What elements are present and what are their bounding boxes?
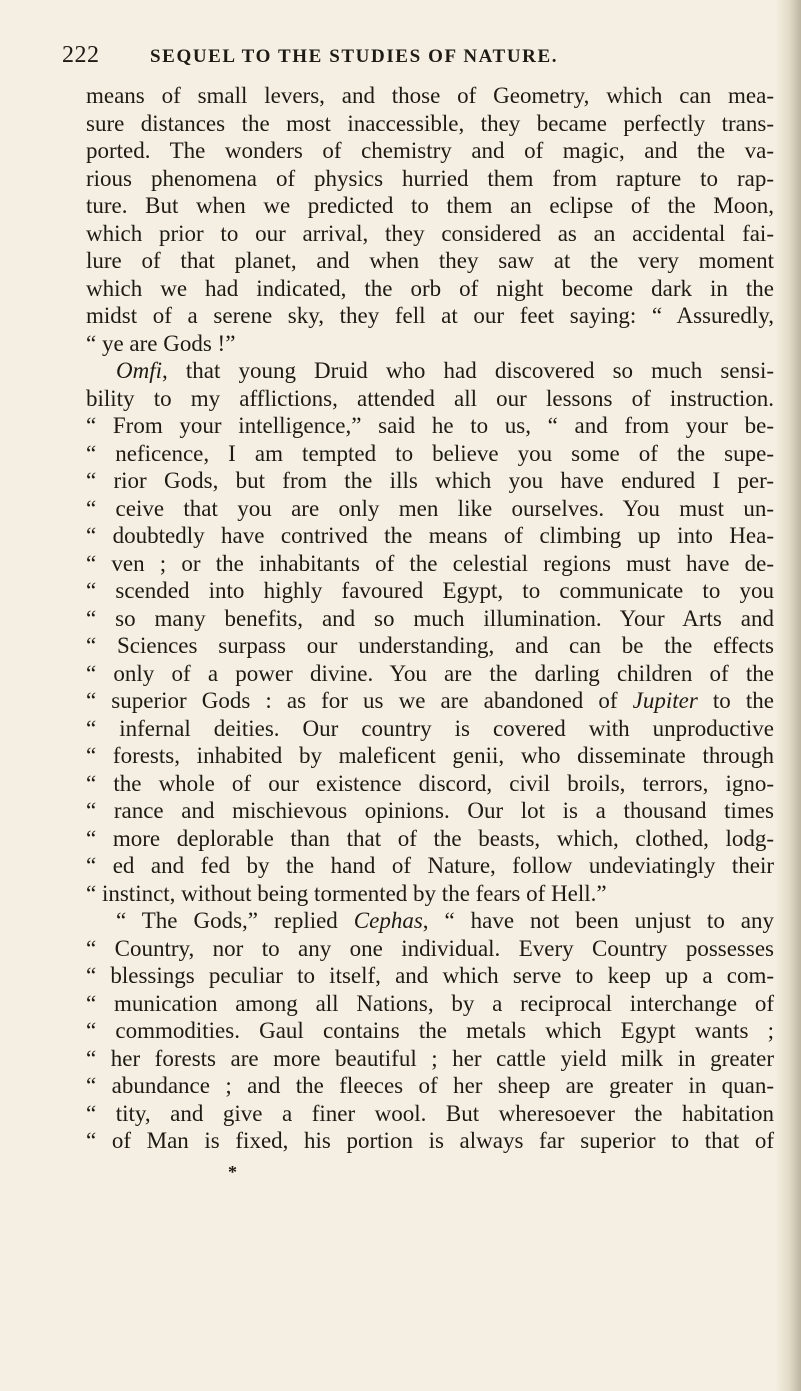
text-line: “ The Gods,” replied Cephas, “ have not been unjust to any: [116, 908, 774, 933]
text-line: “ instinct, without being tormented by the fears of Hell.”: [86, 880, 607, 906]
page-number: 222: [62, 42, 100, 68]
page-edge-shadow: [775, 0, 801, 1391]
text-line: “ ye are Gods !”: [86, 330, 236, 356]
text-line: “ rance and mischievous opinions. Our lot is a thousand times: [86, 798, 774, 823]
text-line: midst of a serene sky, they fell at our feet saying: “ Assuredly,: [86, 303, 774, 328]
text-line: “ of Man is fixed, his portion is always far superior to that of: [86, 1128, 774, 1153]
text-line: “ superior Gods : as for us we are abandoned of Jupiter to the: [86, 688, 774, 713]
text-line: sure distances the most inaccessible, they became perfectly trans-: [86, 110, 774, 136]
text-line: “ the whole of our existence discord, civil broils, terrors, igno-: [86, 770, 774, 796]
text-line: “ forests, inhabited by maleficent genii, who disseminate through: [86, 743, 774, 768]
text-line: “ commodities. Gaul contains the metals which Egypt wants ;: [86, 1018, 774, 1043]
running-head: SEQUEL TO THE STUDIES OF NATURE.: [150, 46, 559, 67]
text-line: “ ven ; or the inhabitants of the celestial regions must have de-: [86, 550, 774, 576]
text-line: “ ceive that you are only men like ourselves. You must un-: [86, 495, 774, 521]
text-line: “ infernal deities. Our country is covered with unproductive: [86, 715, 774, 741]
text-line: ture. But when we predicted to them an eclipse of the Moon,: [86, 193, 774, 218]
text-line: ported. The wonders of chemistry and of magic, and the va-: [86, 138, 774, 163]
text-line: Omfi, that young Druid who had discovered so much sensi-: [116, 358, 774, 383]
text-line: “ munication among all Nations, by a reciprocal interchange of: [86, 990, 774, 1016]
text-line: “ tity, and give a finer wool. But wheresoever the habitation: [86, 1100, 774, 1126]
text-line: rious phenomena of physics hurried them from rapture to rap-: [86, 165, 774, 191]
text-line: “ Country, nor to any one individual. Every Country possesses: [86, 935, 774, 961]
page-header: [62, 40, 742, 74]
text-line: which prior to our arrival, they considered as an accidental fai-: [86, 220, 774, 246]
text-line: “ neficence, I am tempted to believe you some of the supe-: [86, 440, 774, 466]
text-line: which we had indicated, the orb of night become dark in the: [86, 275, 774, 301]
text-line: “ doubtedly have contrived the means of climbing up into Hea-: [86, 523, 774, 548]
text-line: means of small levers, and those of Geometry, which can mea-: [86, 83, 774, 108]
text-line: lure of that planet, and when they saw at the very moment: [86, 248, 774, 273]
text-line: “ so many benefits, and so much illumination. Your Arts and: [86, 605, 774, 631]
body-text: [86, 82, 774, 1155]
signature-mark: *: [228, 1162, 237, 1182]
text-line: “ ed and fed by the hand of Nature, follow undeviatingly their: [86, 853, 774, 878]
text-line: “ only of a power divine. You are the darling children of the: [86, 660, 774, 686]
text-line: “ rior Gods, but from the ills which you have endured I per-: [86, 468, 774, 493]
text-line: “ From your intelligence,” said he to us, “ and from your be-: [86, 413, 774, 438]
text-line: bility to my afflictions, attended all our lessons of instruction.: [86, 385, 774, 411]
text-line: “ more deplorable than that of the beasts, which, clothed, lodg-: [86, 825, 774, 851]
text-line: “ scended into highly favoured Egypt, to communicate to you: [86, 578, 774, 603]
text-line: “ her forests are more beautiful ; her cattle yield milk in greater: [86, 1045, 774, 1071]
text-line: “ blessings peculiar to itself, and which serve to keep up a com-: [86, 963, 774, 988]
text-line: “ abundance ; and the fleeces of her sheep are greater in quan-: [86, 1073, 774, 1098]
text-line: “ Sciences surpass our understanding, and can be the effects: [86, 633, 774, 658]
